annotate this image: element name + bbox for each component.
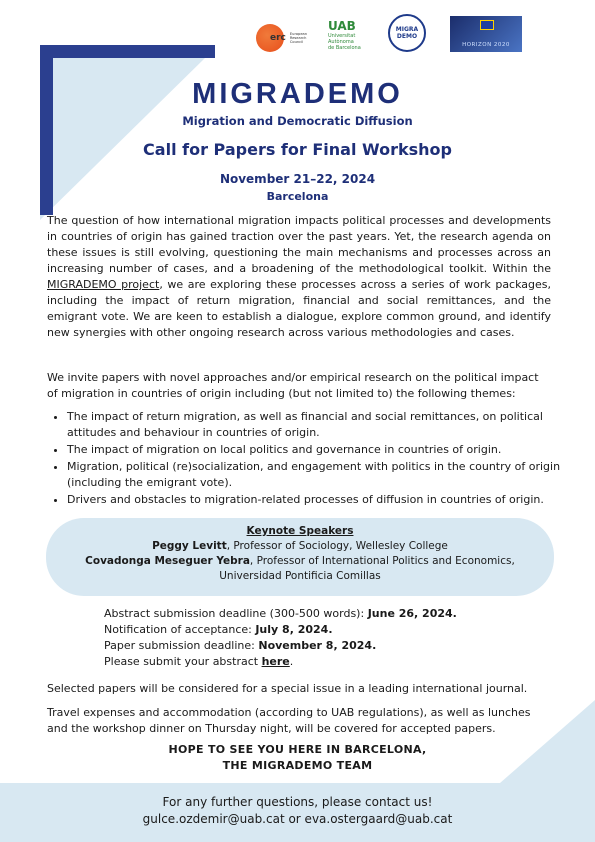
- paper-deadline: Paper submission deadline: November 8, 2024.: [104, 639, 377, 652]
- uab-name: UAB: [328, 19, 356, 33]
- list-item: • Migration, political (re)socialization, and engagement with politics in the country of origin (including the emigrant vote).: [67, 459, 575, 491]
- submit-line: Please submit your abstract here.: [104, 655, 294, 668]
- erc-mark: erc: [270, 33, 286, 43]
- partner-logos: [250, 14, 580, 58]
- keynote-heading: Keynote Speakers: [246, 525, 354, 537]
- event-city: Barcelona: [266, 190, 329, 203]
- intro-paragraph: The question of how international migration impacts political processes and developments in countries of origin has gained traction over the past years. Yet, the research agenda on these issues is still evolving, questioning the main mechanisms and processes across an increasing number of cases, and a broadening of the methodological toolkit. Within the MIGRADEMO project, we are exploring these processes across a series of work packages, including the impact of return migration, financial and social remittances, and the emigrant vote. We are keen to establish a dialogue, explore common ground, and identify new synergies with other ongoing research across various methodologies and cases.: [47, 214, 551, 339]
- travel-note: Travel expenses and accommodation (according to UAB regulations), as well as lunches and the workshop dinner on Thursday night, will be covered for accepted papers.: [47, 706, 531, 735]
- event-date: November 21–22, 2024: [219, 172, 376, 186]
- invite-paragraph: We invite papers with novel approaches and/or empirical research on the political impact of migration in countries of origin including (but not limited to) the following themes:: [47, 371, 539, 400]
- erc-caption: European Research Council: [289, 31, 308, 45]
- list-item: • The impact of migration on local politics and governance in countries of origin.: [67, 442, 575, 458]
- abstract-deadline: Abstract submission deadline (300-500 words): June 26, 2024.: [104, 607, 457, 620]
- closing-message: HOPE TO SEE YOU HERE IN BARCELONA, THE MIGRADEMO TEAM: [168, 743, 427, 772]
- submit-abstract-link[interactable]: here: [261, 655, 290, 668]
- eu-flag-icon: [480, 20, 494, 30]
- keynote-speaker-1: Peggy Levitt, Professor of Sociology, Wellesley College: [152, 540, 448, 552]
- contact-footer: [0, 783, 595, 842]
- uab-logo: UAB Universitat Autònoma de Barcelona: [328, 19, 361, 51]
- migrademo-project-link[interactable]: MIGRADEMO project: [47, 278, 160, 291]
- erc-logo: [256, 24, 318, 52]
- page-subtitle: Migration and Democratic Diffusion: [182, 114, 413, 128]
- keynote-box: [46, 518, 554, 596]
- keynote-speaker-2-affiliation: Universidad Pontificia Comillas: [219, 570, 381, 582]
- horizon-2020-logo: HORIZON 2020: [450, 16, 522, 52]
- list-item: • The impact of return migration, as well as financial and social remittances, on political attitudes and behaviour in countries of origin.: [67, 409, 575, 441]
- acceptance-notification: Notification of acceptance: July 8, 2024.: [104, 623, 333, 636]
- page-title: MIGRADEMO: [192, 78, 403, 110]
- selected-papers-note: Selected papers will be considered for a special issue in a leading international journal.: [47, 682, 528, 695]
- contact-prompt: For any further questions, please contact us!: [162, 795, 433, 809]
- migrademo-logo: MIGRA DEMO: [388, 14, 426, 52]
- deadlines-block: [104, 606, 544, 670]
- themes-list: [47, 409, 575, 509]
- list-item: • Drivers and obstacles to migration-related processes of diffusion in countries of origin.: [67, 492, 575, 508]
- keynote-speaker-2: Covadonga Meseguer Yebra, Professor of International Politics and Economics,: [85, 555, 515, 567]
- contact-emails[interactable]: gulce.ozdemir@uab.cat or eva.ostergaard@uab.cat: [142, 812, 453, 826]
- call-heading: Call for Papers for Final Workshop: [143, 140, 452, 159]
